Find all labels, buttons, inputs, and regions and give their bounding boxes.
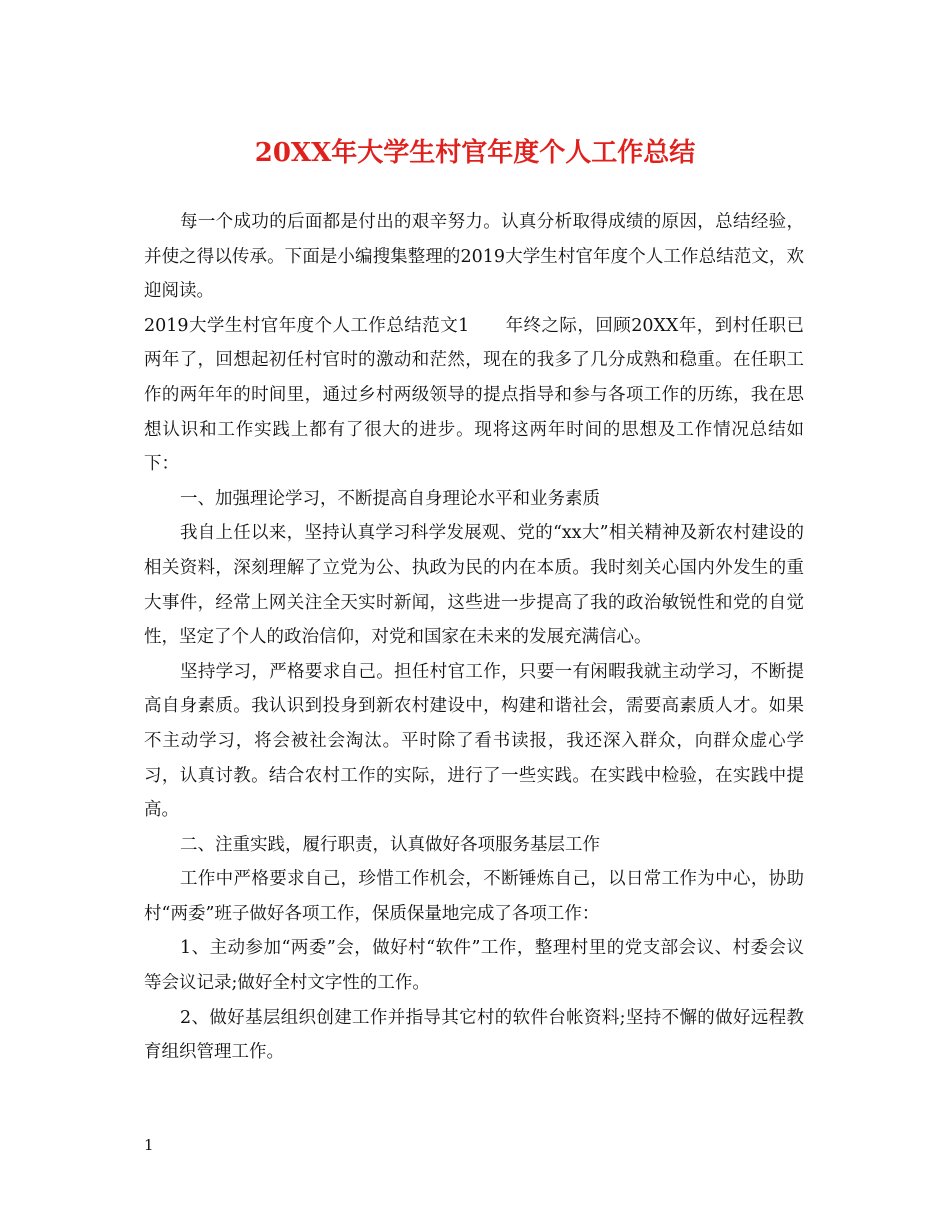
intro-paragraph: 每一个成功的后面都是付出的艰辛努力。认真分析取得成绩的原因，总结经验，并使之得以传承。下面是小编搜集整理的2019大学生村官年度个人工作总结范文，欢迎阅读。	[144, 212, 804, 302]
list-item: 2、做好基层组织创建工作并指导其它村的软件台帐资料;坚持不懈的做好远程教育组织管理工作。	[144, 1007, 804, 1063]
body-paragraph: 工作中严格要求自己，珍惜工作机会，不断锤炼自己，以日常工作为中心，协助村“两委”班子做好各项工作，保质保量地完成了各项工作：	[144, 869, 804, 924]
document-body	[144, 205, 804, 1070]
body-paragraph: 坚持学习，严格要求自己。担任村官工作，只要一有闲暇我就主动学习，不断提高自身素质。我认识到投身到新农村建设中，构建和谐社会，需要高素质人才。如果不主动学习，将会被社会淘汰。平时除了看书读报，我还深入群众，向群众虚心学习，认真讨教。结合农村工作的实际，进行了一些实践。在实践中检验，在实践中提高。	[144, 661, 804, 821]
body-paragraph: 我自上任以来，坚持认真学习科学发展观、党的“xx大”相关精神及新农村建设的相关资料，深刻理解了立党为公、执政为民的内在本质。我时刻关心国内外发生的重大事件，经常上网关注全天实时新闻，这些进一步提高了我的政治敏锐性和党的自觉性，坚定了个人的政治信仰，对党和国家在未来的发展充满信心。	[144, 523, 804, 648]
list-item: 1、主动参加“两委”会，做好村“软件”工作，整理村里的党支部会议、村委会议等会议记录;做好全村文字性的工作。	[144, 938, 804, 994]
section-heading-2: 二、注重实践，履行职责，认真做好各项服务基层工作	[180, 834, 600, 855]
sample-heading-paragraph: 2019大学生村官年度个人工作总结范文1 年终之际，回顾20XX年，到村任职已两年了，回想起初任村官时的激动和茫然，现在的我多了几分成熟和稳重。在任职工作的两年年的时间里，通过乡村两级领导的提点指导和参与各项工作的历练，我在思想认识和工作实践上都有了很大的进步。现将这两年时间的思想及工作情况总结如下：	[144, 315, 804, 475]
section-heading-1: 一、加强理论学习，不断提高自身理论水平和业务素质	[180, 488, 600, 509]
document-title: 20XX年大学生村官年度个人工作总结	[254, 138, 696, 168]
page-number: 1	[144, 1136, 154, 1154]
